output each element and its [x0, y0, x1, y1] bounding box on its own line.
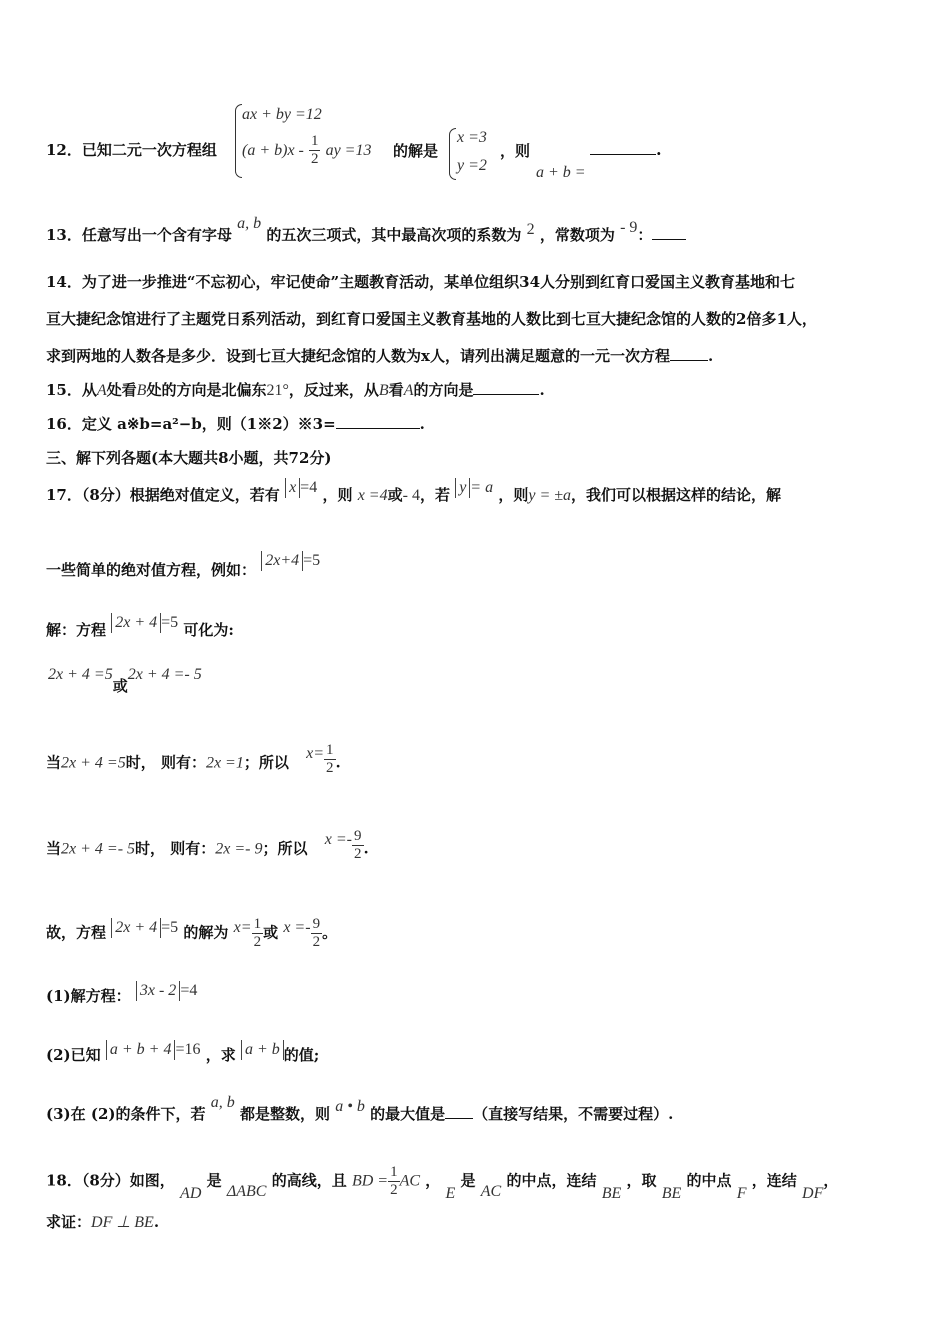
- q17-line1: 17．（8分）根据绝对值定义，若有 x =4 ，则 x =4或- 4，若 y = a ，则y = ±a，我们可以根据这样的结论，解: [46, 479, 782, 504]
- q12-label: 12．已知二元一次方程组: [46, 141, 217, 159]
- q12-sol-x: x =3: [457, 129, 487, 146]
- q12-left-brace: [235, 104, 242, 178]
- q14-line2: 亘大捷纪念馆进行了主题党日系列活动，到红育口爱国主义教育基地的人数比到七亘大捷纪念馆的人数的2倍多1人，: [46, 310, 817, 328]
- q12-expr: a + b =: [536, 164, 586, 181]
- q13-line: 13．任意写出一个含有字母 a, b 的五次三项式，其中最高次项的系数为 2 ，常数项为 - 9：: [46, 225, 686, 246]
- q17-line2: 一些简单的绝对值方程，例如： 2x+4 =5: [46, 552, 321, 579]
- q12-half-fraction: $\frac{1}{2}$: [310, 133, 319, 167]
- q17-sub2: (2)已知 a + b + 4 =16 ，求 a + b 的值;: [46, 1041, 320, 1064]
- q12-solution-brace: [449, 128, 456, 180]
- q12-then: ，则: [500, 142, 531, 160]
- q18-proof: 求证：DF ⊥ BE.: [46, 1213, 160, 1231]
- q15-answer-blank[interactable]: [473, 380, 539, 395]
- q16-answer-blank[interactable]: [336, 414, 420, 429]
- q15-line: 15．从A处看B处的方向是北偏东21°，反过来，从B看A的方向是 .: [46, 381, 545, 399]
- q13-answer-blank[interactable]: [652, 225, 686, 240]
- q18-line1: 18．（8分）如图， AD 是 ΔABC 的高线，且 BD = $\frac{1}{2}$ AC ， E 是 AC 的中点，连结 BE ，取 BE 的中点 F ，连结 DF，: [46, 1164, 839, 1202]
- q17-sub1: (1)解方程： 3x - 2 =4: [46, 982, 198, 1005]
- q17-conclusion: 故，方程 2x + 4 =5 的解为 x= $\frac{1}{2}$ 或 x =- $\frac{9}{2}$ 。: [46, 916, 338, 950]
- q12-system-eq2: (a + b)x - $\frac{1}{2}$ ay =13: [242, 133, 372, 167]
- q12-solution-text: 的解是: [393, 142, 439, 160]
- q17-when2: 当2x + 4 =- 5时， 则有：2x =- 9；所以 x =- $\frac{9}{2}$ .: [46, 828, 369, 862]
- q17-when1: 当2x + 4 =5时， 则有：2x =1；所以 x= $\frac{1}{2}$ .: [46, 742, 341, 776]
- q13-letters: a, b: [237, 215, 262, 232]
- q14-answer-blank[interactable]: [670, 346, 708, 361]
- q14-line1: 14．为了进一步推进“不忘初心，牢记使命”主题教育活动，某单位组织34人分别到红育口爱国主义教育基地和七: [46, 273, 796, 291]
- q12-answer-blank[interactable]: .: [590, 140, 662, 159]
- q17-sub3-answer-blank[interactable]: [445, 1104, 473, 1119]
- q17-sub3: (3)在 (2)的条件下，若 a, b 都是整数，则 a • b 的最大值是 （直接写结果，不需要过程）.: [46, 1094, 674, 1123]
- q17-cases: 2x + 4 =5或2x + 4 =- 5: [48, 666, 202, 695]
- q16-line: 16．定义 a※b=a²−b，则（1※2）※3= .: [46, 415, 425, 433]
- q14-line3: 求到两地的人数各是多少．设到七亘大捷纪念馆的人数为x人，请列出满足题意的一元一次方程 .: [46, 347, 714, 365]
- q12-sol-y: y =2: [457, 157, 487, 174]
- q17-solution-intro: 解：方程 2x + 4 =5 可化为:: [46, 614, 234, 639]
- section-3-heading: 三、解下列各题(本大题共8小题，共72分): [46, 449, 332, 467]
- q12-system-eq1: ax + by =12: [242, 106, 322, 123]
